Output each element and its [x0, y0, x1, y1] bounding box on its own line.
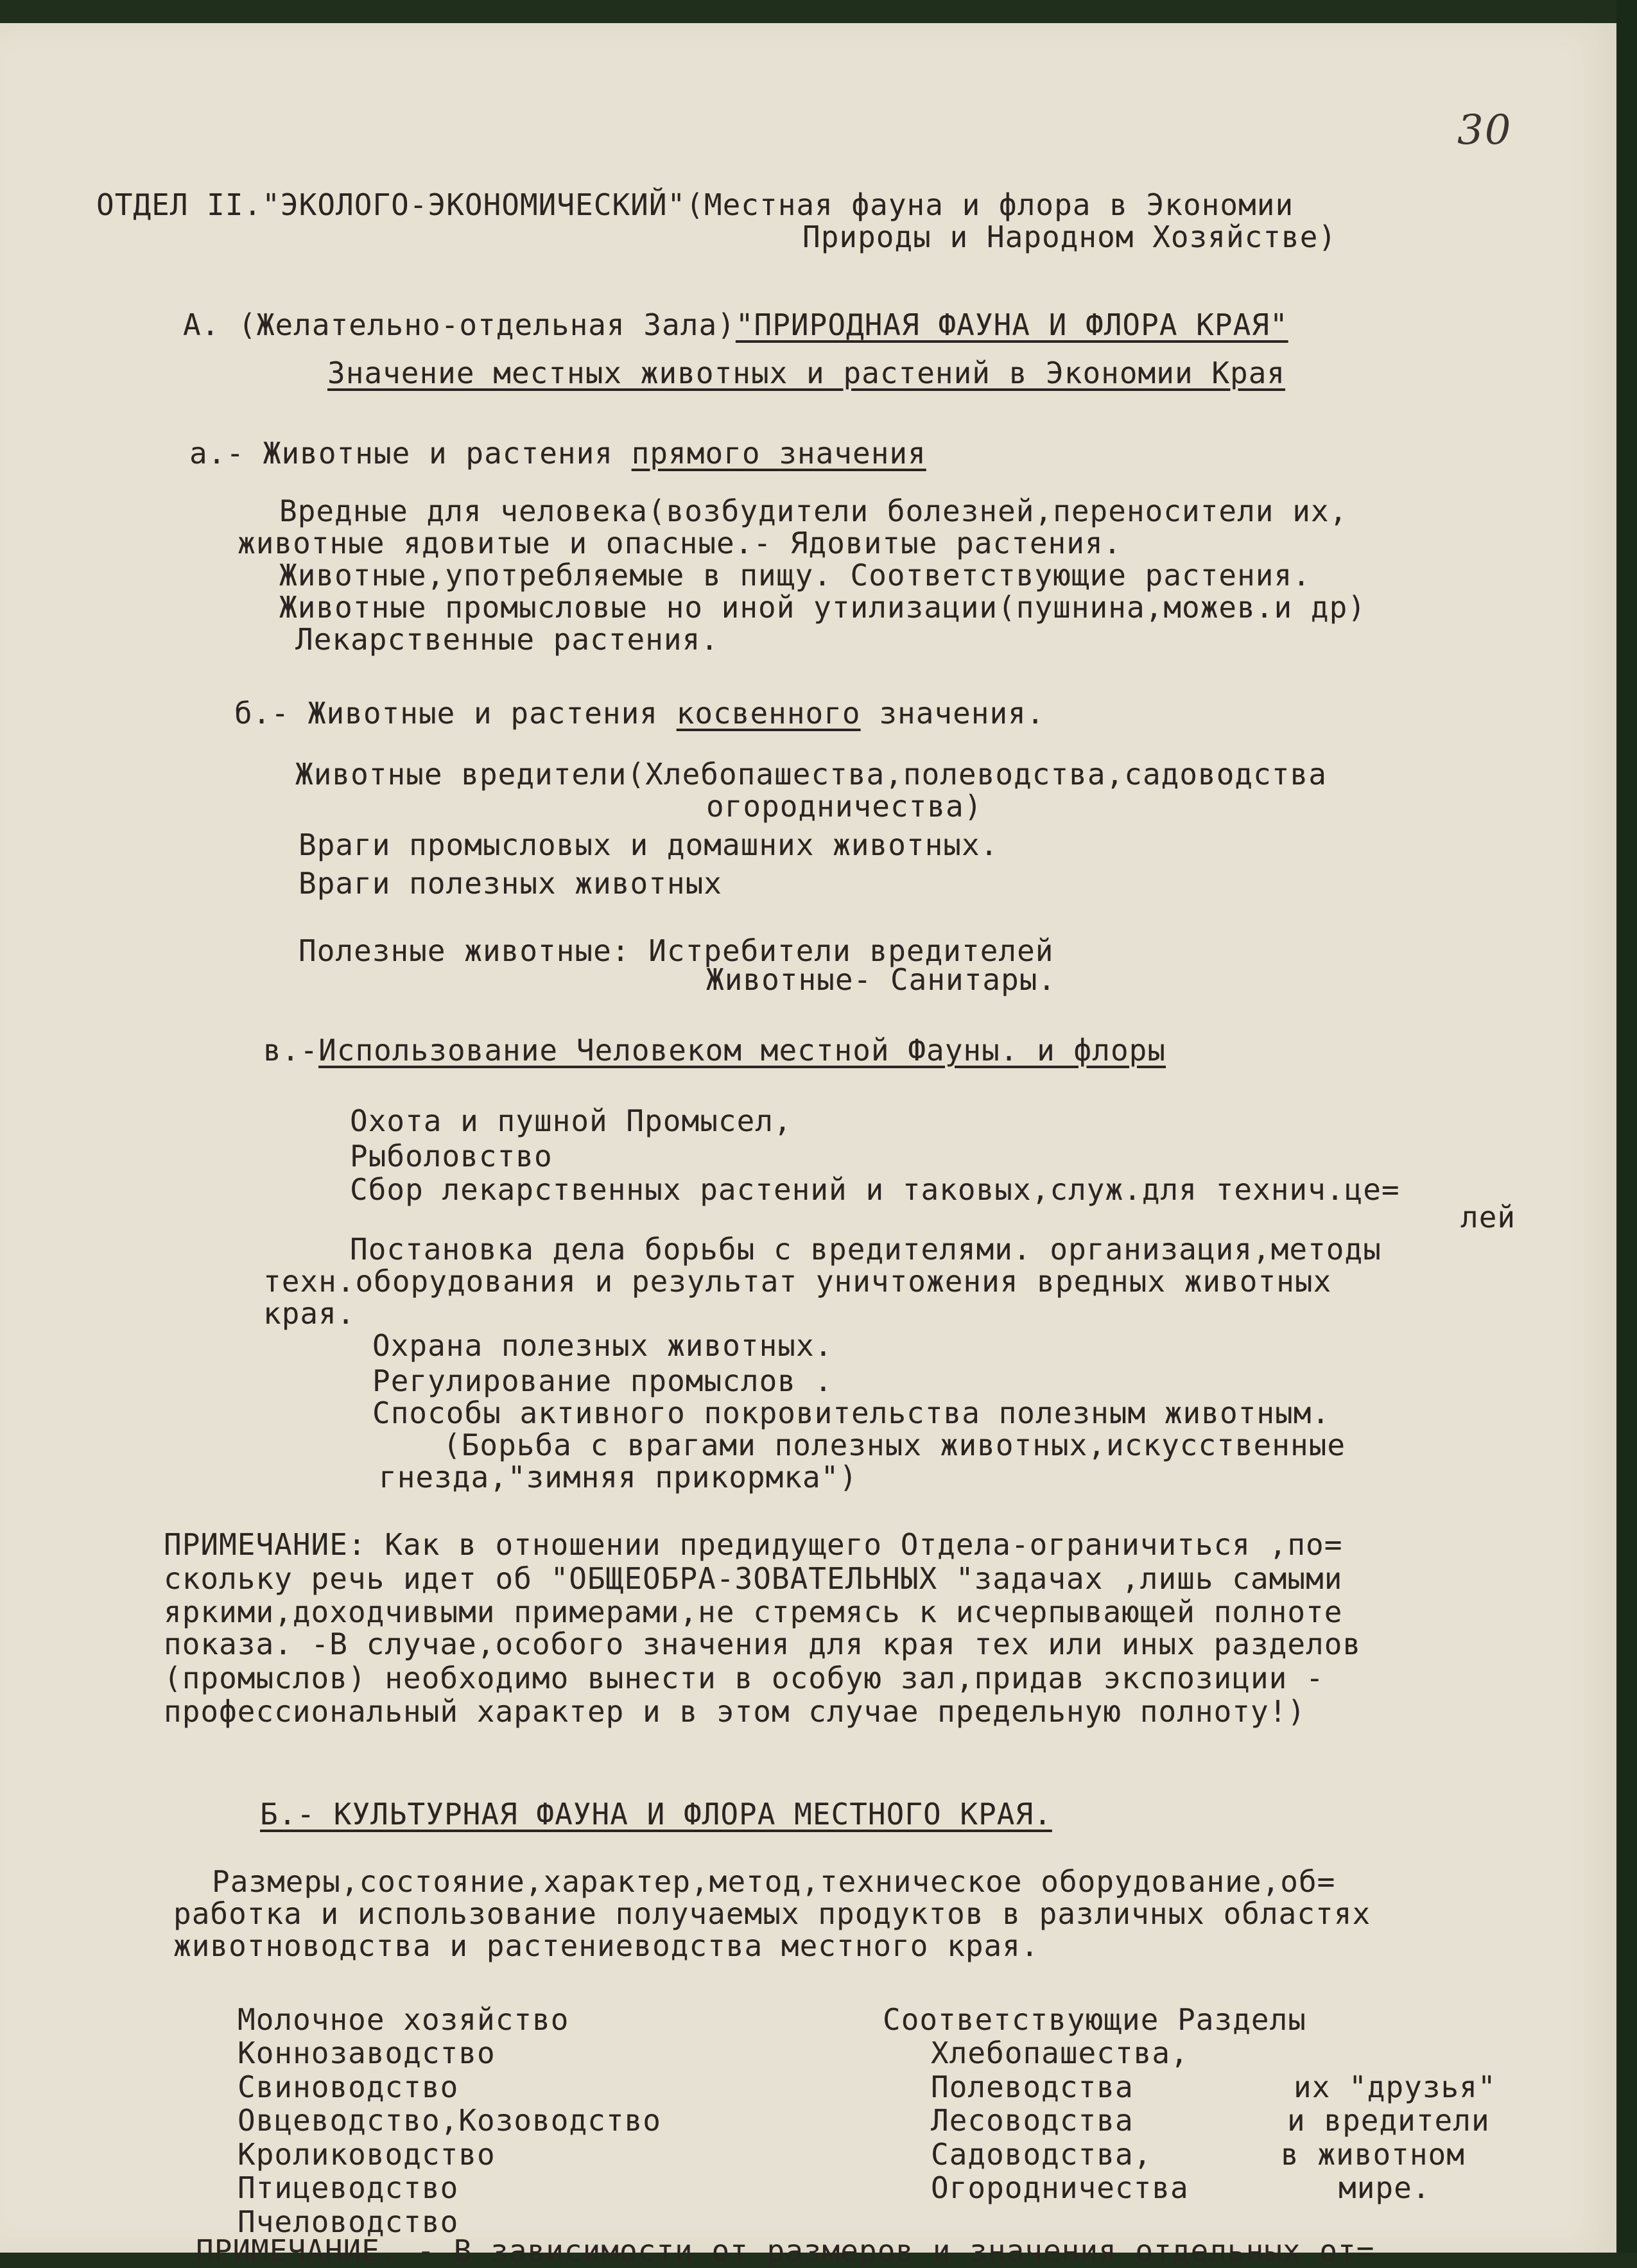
header-line-2: Природы и Народном Хозяйстве) — [802, 220, 1337, 254]
sub-v-heading — [263, 1034, 1166, 1066]
sub-b-item: Животные вредители(Хлебопашества,полеводства,садоводства — [295, 757, 1327, 792]
livestock-item: Пчеловодство — [238, 2204, 459, 2239]
sub-a-item: животные ядовитые и опасные.- Ядовитые растения. — [238, 526, 1122, 560]
livestock-item: Кролиководство — [238, 2137, 496, 2172]
sub-b-item: Враги полезных животных — [299, 866, 722, 901]
sub-b-item: Животные- Санитары. — [706, 962, 1057, 997]
sub-v-item: Постановка дела борьбы с вредителями. организация,методы — [350, 1232, 1381, 1267]
friends-item: их "друзья" — [1294, 2070, 1496, 2104]
note-2-line: ПРИМЕЧАНИЕ. - В зависимости от размеров и значения отдельных от= — [196, 2233, 1375, 2268]
friends-item: в животном — [1281, 2137, 1465, 2172]
sub-a-label: а.- Животные и растения — [189, 436, 632, 471]
sub-a-heading — [189, 437, 926, 469]
crop-header: Соответствующие Разделы — [883, 2002, 1306, 2037]
note-1-line: показа. -В случае,особого значения для края тех или иных разделов — [164, 1627, 1362, 1661]
header-line-1: ОТДЕЛ II."ЭКОЛОГО-ЭКОНОМИЧЕСКИЙ"(Местная фауна и флора в Экономии — [96, 187, 1294, 222]
sub-v-item: Сбор лекарственных растений и таковых,служ.для технич.це= — [350, 1172, 1400, 1207]
section-a-subtitle: Значение местных животных и растений в Экономии Края — [327, 356, 1286, 390]
sub-b-heading — [234, 697, 1045, 729]
sub-a-item: Животные,употребляемые в пищу. Соответствующие растения. — [279, 558, 1311, 593]
note-1-line: яркими,доходчивыми примерами,не стремясь к исчерпывающей полноте — [164, 1595, 1343, 1629]
crop-item: Полеводства — [931, 2070, 1134, 2104]
note-1-line: ПРИМЕЧАНИЕ: Как в отношении предидущего Отдела-ограничиться ,по= — [164, 1527, 1343, 1562]
livestock-item: Коннозаводство — [238, 2036, 496, 2070]
section-b-text-line: Размеры,состояние,характер,метод,техническое оборудование,об= — [212, 1864, 1336, 1899]
sub-v-item: гнезда,"зимняя прикормка") — [379, 1460, 858, 1494]
section-a-title: "ПРИРОДНАЯ ФАУНА И ФЛОРА КРАЯ" — [735, 307, 1288, 342]
crop-item: Лесоводства — [931, 2103, 1134, 2138]
note-1-line: профессиональный характер и в этом случае предельную полноту!) — [164, 1694, 1306, 1729]
background-edge — [1616, 0, 1637, 2253]
sub-b-item: Полезные животные: Истребители вредителей — [299, 933, 1054, 968]
sub-v-item: Способы активного покровительства полезным животным. — [372, 1396, 1331, 1430]
sub-v-item: Регулирование промыслов . — [372, 1363, 833, 1398]
sub-v-item: (Борьба с врагами полезных животных,искусственные — [443, 1428, 1346, 1462]
friends-item: мире. — [1338, 2170, 1431, 2205]
livestock-item: Свиноводство — [238, 2070, 459, 2104]
sub-b-item: огородничества) — [706, 789, 983, 824]
sub-a-emph: прямого значения — [631, 436, 926, 471]
sub-b-item: Враги промысловых и домашних животных. — [299, 827, 999, 862]
sub-v-emph: Использование Человеком местной Фауны. и флоры — [318, 1033, 1166, 1068]
livestock-item: Молочное хозяйство — [238, 2002, 569, 2037]
note-1-line: скольку речь идет об "ОБЩЕОБРА-ЗОВАТЕЛЬНЫХ "задачах ,лишь самыми — [164, 1561, 1343, 1596]
livestock-item: Птицеводство — [238, 2170, 459, 2205]
page-number: 30 — [1457, 107, 1512, 154]
sub-v-item: Охрана полезных животных. — [372, 1328, 833, 1363]
sub-v-item: Рыболовство — [350, 1139, 553, 1173]
sub-v-item: Охота и пушной Промысел, — [350, 1104, 792, 1138]
sub-v-item: лей — [1460, 1200, 1516, 1234]
sub-v-item: края. — [263, 1296, 356, 1331]
sub-b-suffix: значения. — [860, 696, 1045, 731]
livestock-item: Овцеводство,Козоводство — [238, 2103, 661, 2138]
sub-v-label: в.- — [263, 1033, 319, 1068]
sub-a-item: Животные промысловые но иной утилизации(пушнина,можев.и др) — [279, 590, 1366, 625]
sub-a-item: Вредные для человека(возбудители болезней,переносители их, — [279, 494, 1348, 528]
section-b-text-line: животноводства и растениеводства местного края. — [173, 1928, 1039, 1963]
section-a-heading — [183, 309, 1288, 341]
sub-b-label: б.- Животные и растения — [234, 696, 677, 731]
crop-item: Садоводства, — [931, 2137, 1152, 2172]
section-a-prefix: А. (Желательно-отдельная Зала) — [183, 307, 736, 342]
sub-b-emph: косвенного — [676, 696, 861, 731]
crop-item: Хлебопашества, — [931, 2036, 1189, 2070]
note-1-line: (промыслов) необходимо вынести в особую зал,придав экспозиции - — [164, 1661, 1324, 1695]
document-page — [0, 23, 1616, 2268]
section-b-title: Б.- КУЛЬТУРНАЯ ФАУНА И ФЛОРА МЕСТНОГО КРАЯ. — [260, 1797, 1052, 1831]
crop-item: Огородничества — [931, 2170, 1189, 2205]
sub-v-item: техн.оборудования и результат уничтожения вредных животных — [263, 1264, 1332, 1299]
section-b-text-line: работка и использование получаемых продуктов в различных областях — [173, 1896, 1371, 1931]
sub-a-item: Лекарственные растения. — [295, 622, 719, 657]
friends-item: и вредители — [1287, 2103, 1490, 2138]
